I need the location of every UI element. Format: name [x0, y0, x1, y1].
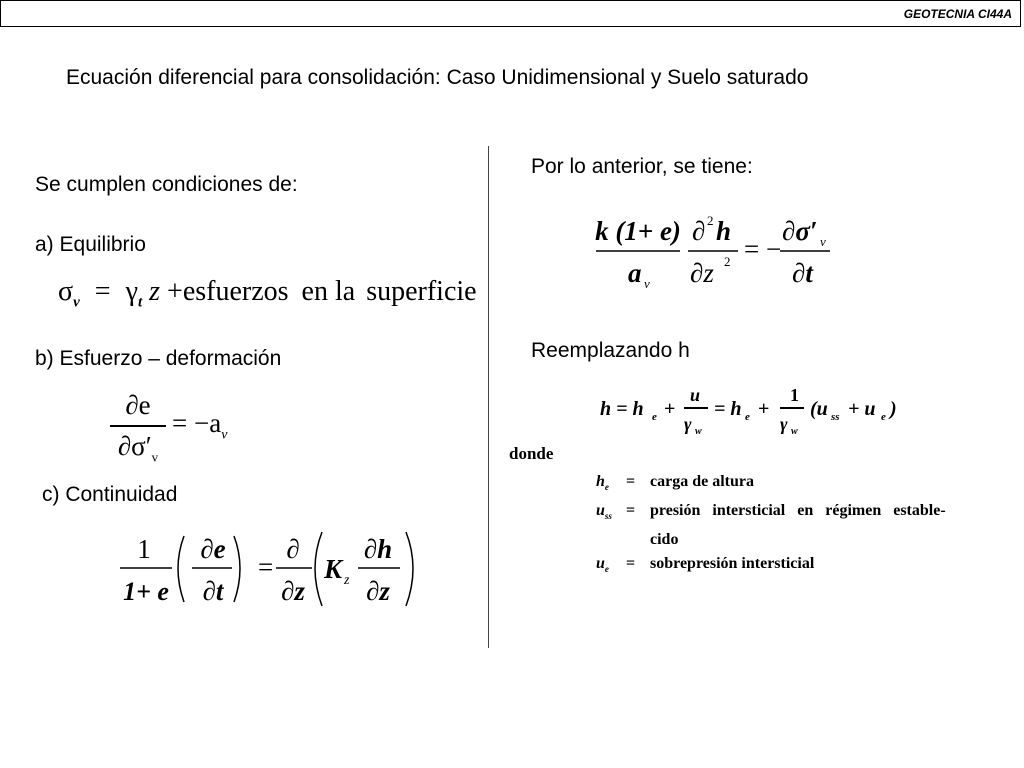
sigma-symbol: σ	[58, 276, 74, 307]
stress-strain-label: b) Esfuerzo – deformación	[35, 347, 282, 370]
def-equals: =	[626, 502, 636, 520]
h-plus2: +	[758, 398, 770, 420]
frac-num-de: ∂e	[125, 390, 151, 420]
c-one-plus-e: 1+ e	[123, 577, 169, 606]
sub-v: v	[73, 294, 80, 311]
result-intro: Por lo anterior, se tiene:	[531, 155, 753, 178]
main-dt: ∂t	[792, 258, 813, 288]
header-bar	[0, 0, 1021, 27]
main-den-sub: v	[644, 276, 650, 291]
plus-sign: +	[167, 276, 183, 307]
sub-t: t	[137, 294, 143, 311]
main-num: k (1+ e)	[595, 216, 681, 246]
c-K: K	[324, 554, 343, 584]
definition-row	[596, 552, 946, 581]
def-symbol: u	[596, 555, 605, 573]
h-plus3: + u	[848, 398, 876, 420]
def-equals: =	[626, 555, 636, 573]
def-symbol: u	[596, 502, 605, 520]
def-text: sobrepresión intersticial	[650, 555, 815, 573]
h-paren-close: )	[890, 398, 897, 420]
c-dh: ∂h	[363, 534, 393, 564]
def-text: presión intersticial en régimen estable-	[650, 502, 946, 520]
rhs-sub-v: v	[221, 427, 228, 443]
stress-strain-fraction	[110, 390, 166, 465]
h-frac1-num: u	[690, 385, 701, 405]
main-h: h	[716, 216, 732, 246]
h-plus: +	[664, 398, 676, 420]
stress-strain-rhs	[172, 408, 227, 443]
equals-sign: =	[94, 276, 111, 307]
continuity-equation	[110, 528, 430, 608]
word-sup: sup	[366, 276, 406, 307]
z-symbol: z	[149, 276, 161, 307]
h-ue-sub: e	[881, 411, 886, 423]
definition-row	[596, 499, 946, 528]
equilibrium-equation	[58, 275, 477, 320]
c-paren-right	[234, 536, 240, 602]
c-dz: ∂z	[281, 576, 305, 606]
definitions-list	[596, 470, 946, 582]
rhs-av: = −a	[172, 408, 222, 438]
main-equals: = −	[744, 234, 782, 264]
main-dz-sup: 2	[724, 254, 731, 269]
conditions-intro: Se cumplen condiciones de:	[35, 173, 298, 196]
den-sub-v: v	[151, 448, 159, 464]
def-symbol: h	[596, 473, 605, 490]
def-sub: e	[604, 482, 609, 493]
continuity-label: c) Continuidad	[42, 483, 178, 506]
h-eq2: = h	[714, 398, 742, 420]
fraction-bar	[110, 425, 166, 427]
h-equation	[596, 384, 906, 442]
main-d2: ∂	[692, 216, 706, 246]
slide-title: Ecuación diferencial para consolidación: Caso Unidimensional y Suelo saturado	[66, 66, 809, 89]
word-en-la: en la	[301, 276, 356, 307]
h-frac1-den: γ	[684, 414, 692, 434]
main-d2-sup: 2	[707, 213, 714, 228]
c-equals: =	[258, 552, 274, 582]
main-dsigma-sub: v	[820, 234, 826, 249]
c-paren2-left	[315, 532, 322, 606]
c-partial: ∂	[286, 534, 300, 564]
definition-row	[596, 528, 946, 552]
def-equals	[626, 528, 650, 552]
donde-label: donde	[509, 444, 554, 463]
column-divider	[488, 146, 489, 648]
h-frac2-den-sub: w	[791, 426, 798, 437]
c-K-sub: z	[344, 573, 350, 588]
h-frac2-num: 1	[790, 385, 799, 405]
equilibrium-label: a) Equilibrio	[35, 233, 146, 256]
c-dz2: ∂z	[366, 576, 390, 606]
main-den-a: a	[628, 258, 642, 288]
def-equals: =	[626, 473, 636, 490]
h-paren-open: (u	[810, 398, 828, 420]
definition-row	[596, 470, 946, 499]
def-text: cido	[650, 531, 679, 549]
h-eq2-sub: e	[745, 411, 750, 423]
c-de: ∂e	[200, 534, 226, 564]
h-lhs: h = h	[600, 398, 644, 420]
course-code: GEOTECNIA CI44A	[903, 7, 1012, 21]
c-paren-left	[178, 536, 184, 602]
c-dt: ∂t	[202, 576, 224, 606]
def-text: carga de altura	[650, 473, 754, 490]
c-paren2-right	[406, 532, 413, 606]
frac-den-dsigma: ∂σ′	[117, 430, 152, 461]
h-lhs-sub: e	[652, 411, 657, 423]
main-dsigma: ∂σ′	[782, 216, 818, 246]
main-dz: ∂z	[690, 258, 714, 288]
h-uss-sub: ss	[831, 411, 840, 423]
replace-label: Reemplazando h	[531, 339, 690, 362]
def-sub: e	[604, 564, 609, 575]
def-sub: ss	[604, 511, 612, 522]
h-frac2-den: γ	[780, 414, 788, 434]
gamma-symbol: γ	[125, 276, 138, 307]
word-erficie: erficie	[405, 276, 477, 307]
h-frac1-den-sub: w	[695, 426, 702, 437]
word-esfuerzos: esfuerzos	[182, 276, 289, 307]
main-equation	[592, 208, 842, 294]
c-one: 1	[137, 534, 151, 564]
